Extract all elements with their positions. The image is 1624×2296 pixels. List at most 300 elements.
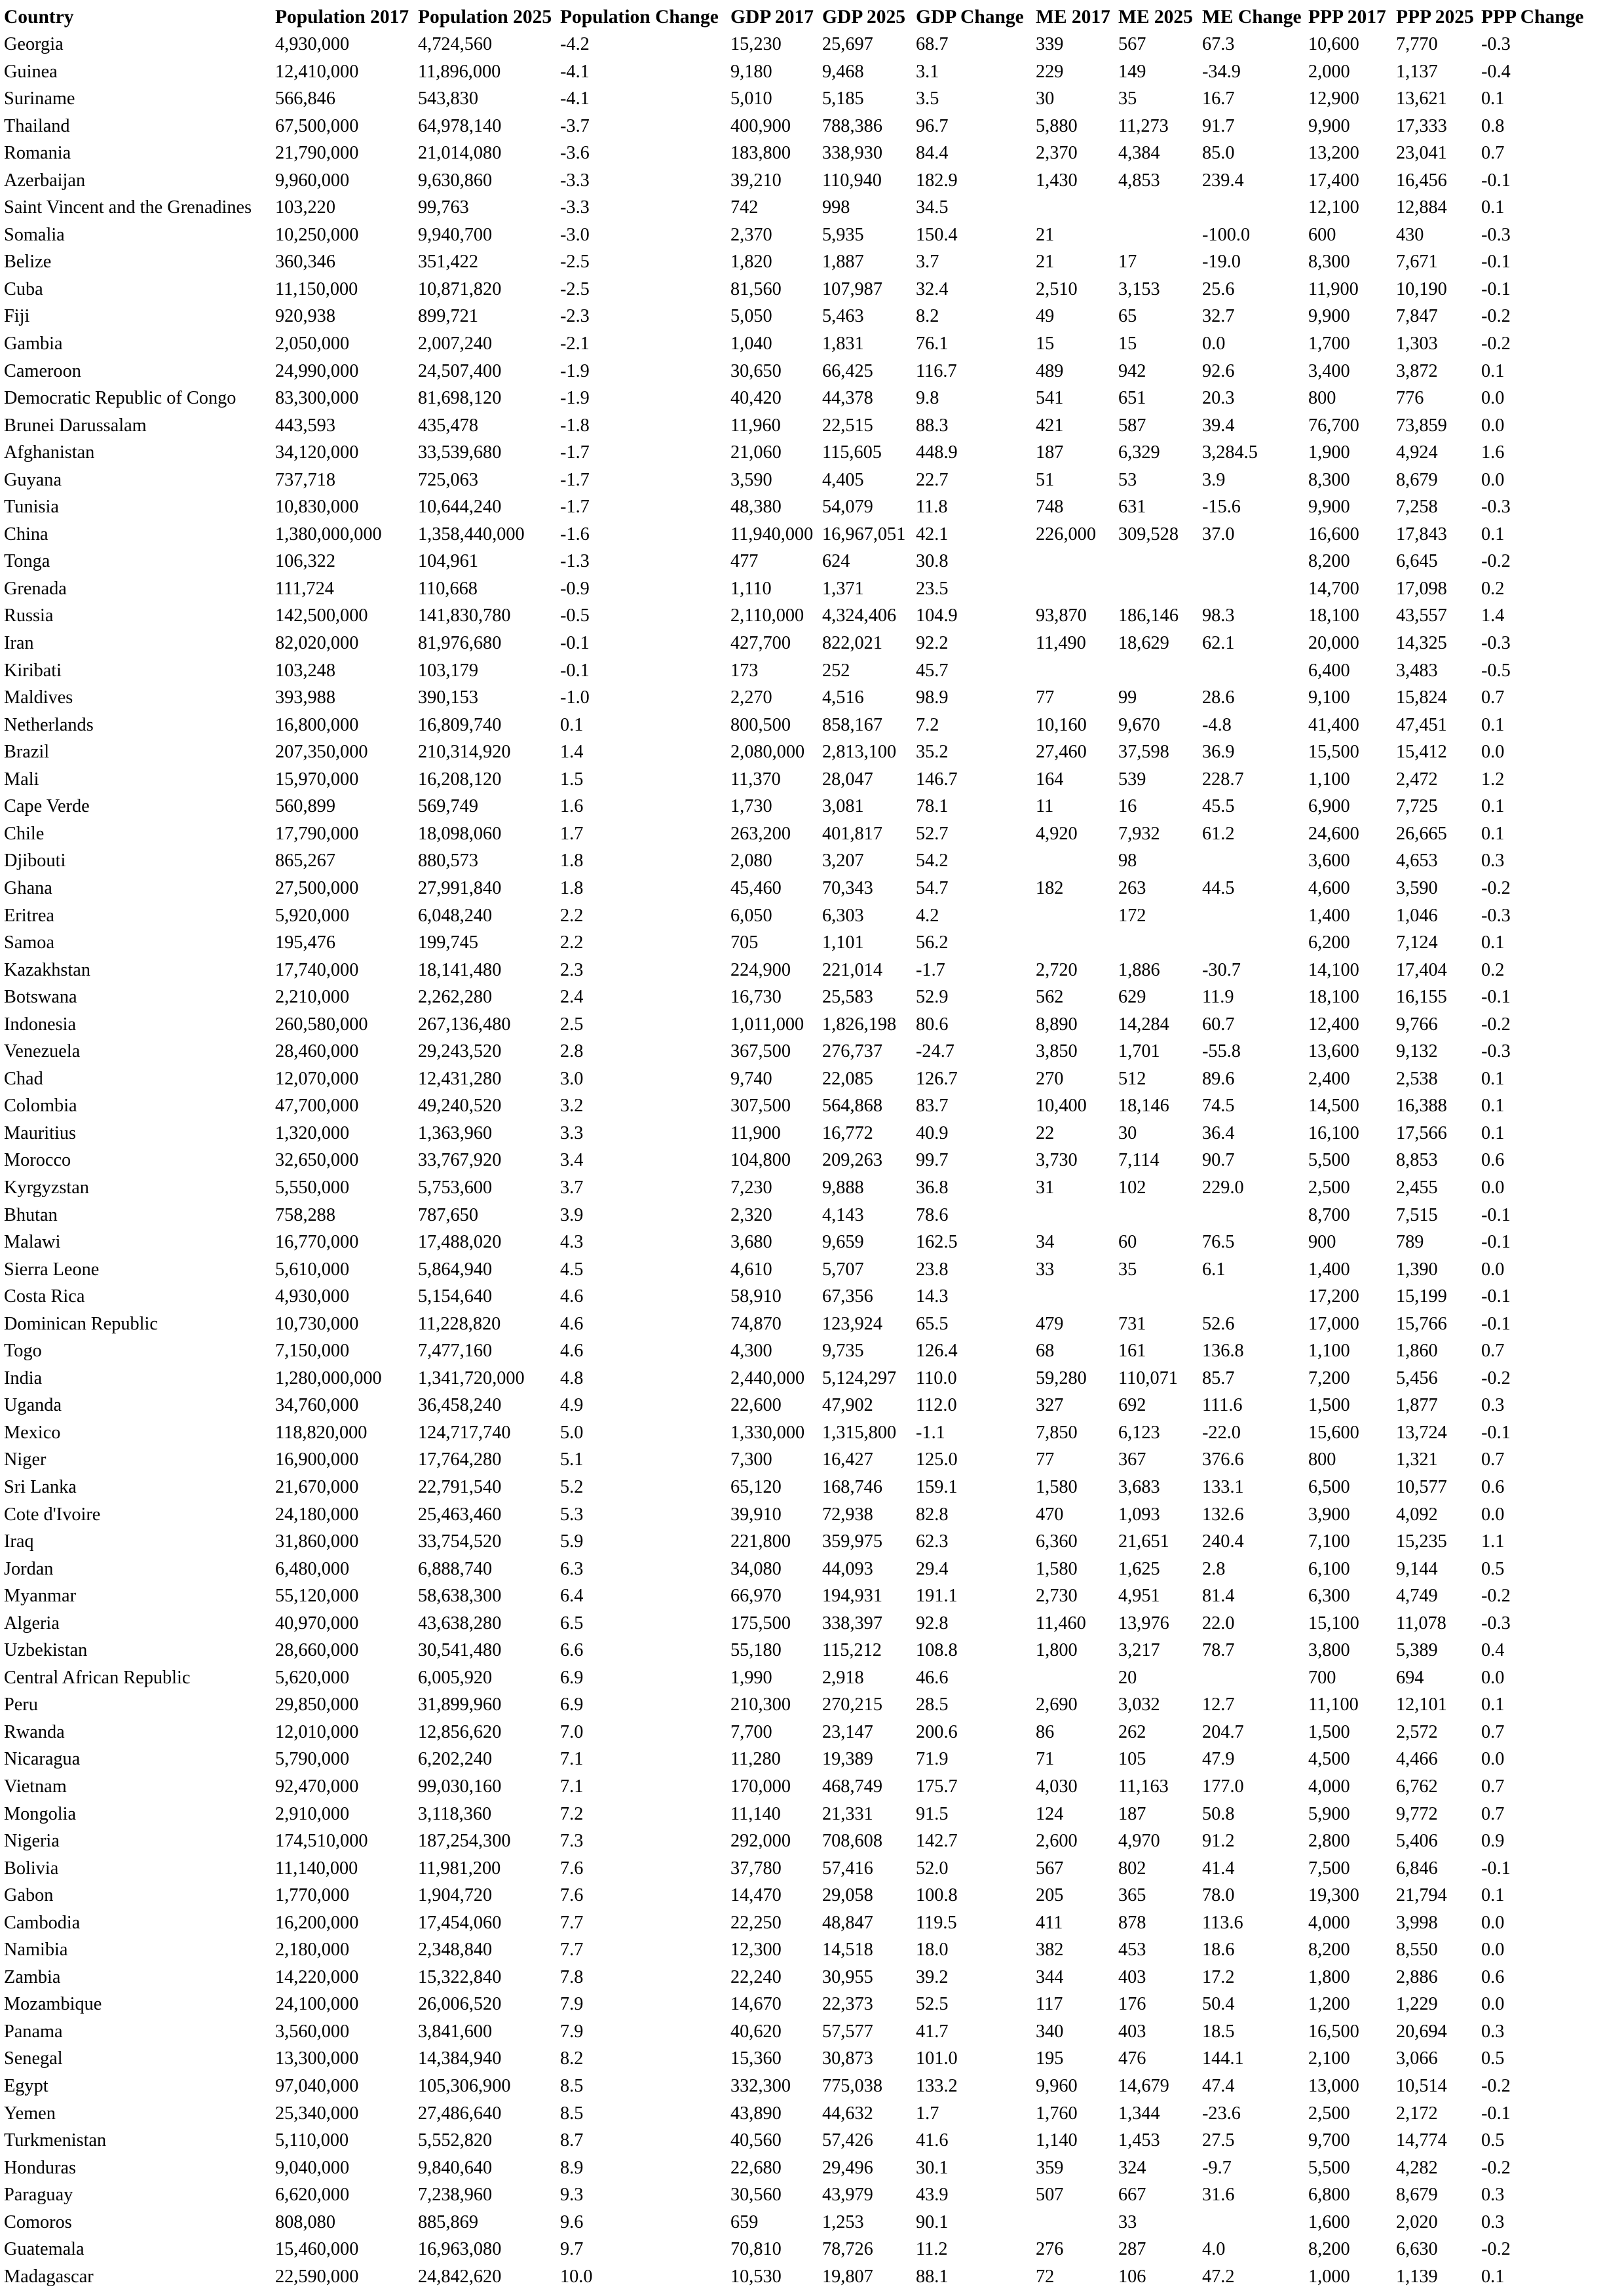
cell-ppp-2025: 17,098 (1396, 578, 1447, 599)
cell-gdp-2025: 9,468 (822, 61, 864, 82)
cell-me-change: -4.8 (1202, 714, 1232, 735)
table-row (3, 1011, 1609, 1039)
cell-ppp-2017: 14,100 (1308, 959, 1359, 980)
cell-country: Paraguay (4, 2185, 73, 2206)
cell-gdp-2025: 624 (822, 551, 850, 572)
cell-population-2025: 12,856,620 (418, 1721, 502, 1742)
cell-me-2025: 878 (1118, 1912, 1146, 1933)
cell-ppp-2025: 15,412 (1396, 742, 1447, 763)
cell-country: Thailand (4, 115, 70, 136)
cell-population-change: -0.1 (560, 660, 590, 681)
cell-me-2025: 11,273 (1118, 115, 1169, 136)
cell-country: Maldives (4, 687, 73, 708)
cell-gdp-change: 125.0 (916, 1449, 958, 1470)
cell-gdp-2025: 4,405 (822, 469, 864, 490)
cell-ppp-2025: 2,172 (1396, 2103, 1438, 2124)
cell-ppp-change: 0.2 (1481, 578, 1505, 599)
cell-gdp-2017: 307,500 (730, 1096, 791, 1117)
cell-country: Mali (4, 769, 39, 790)
cell-country: Uzbekistan (4, 1640, 88, 1661)
cell-me-2017: 421 (1036, 415, 1064, 436)
cell-country: Kyrgyzstan (4, 1177, 89, 1198)
cell-gdp-change: 28.5 (916, 1694, 949, 1715)
cell-population-2017: 1,380,000,000 (275, 524, 382, 545)
cell-gdp-2025: 19,807 (822, 2266, 873, 2287)
cell-ppp-2025: 73,859 (1396, 415, 1447, 436)
cell-population-change: -3.7 (560, 115, 590, 136)
table-row (3, 738, 1609, 766)
cell-country: Mongolia (4, 1803, 77, 1824)
cell-me-2025: 262 (1118, 1721, 1146, 1742)
cell-gdp-change: 92.8 (916, 1613, 949, 1634)
cell-ppp-2017: 8,300 (1308, 252, 1350, 273)
cell-population-2017: 5,920,000 (275, 905, 350, 926)
cell-ppp-2025: 7,847 (1396, 306, 1438, 327)
cell-gdp-change: 71.9 (916, 1749, 949, 1770)
cell-ppp-change: 0.1 (1481, 1096, 1505, 1117)
cell-population-change: 6.9 (560, 1667, 584, 1688)
cell-me-2025 (1117, 548, 1201, 575)
cell-ppp-2025: 20,694 (1396, 2021, 1447, 2042)
cell-me-2017: 93,870 (1036, 605, 1087, 626)
cell-me-2017: 339 (1036, 34, 1064, 54)
cell-ppp-change: -0.2 (1481, 2157, 1511, 2178)
cell-population-2025: 9,840,640 (418, 2157, 493, 2178)
cell-ppp-change: 0.0 (1481, 388, 1505, 409)
cell-population-2017: 16,200,000 (275, 1912, 359, 1933)
cell-ppp-change: 0.7 (1481, 1341, 1505, 1362)
cell-gdp-2017: 43,890 (730, 2103, 782, 2124)
cell-population-2017: 83,300,000 (275, 388, 359, 409)
cell-gdp-2025: 123,924 (822, 1313, 882, 1334)
cell-population-change: 1.5 (560, 769, 584, 790)
cell-ppp-2017: 1,100 (1308, 769, 1350, 790)
cell-country: Djibouti (4, 851, 66, 871)
cell-population-2025: 31,899,960 (418, 1694, 502, 1715)
cell-me-2025: 7,932 (1118, 823, 1160, 844)
cell-population-change: -1.6 (560, 524, 590, 545)
cell-ppp-change: 0.5 (1481, 1558, 1505, 1579)
cell-population-change: -1.9 (560, 360, 590, 381)
cell-population-2017: 758,288 (275, 1204, 335, 1225)
cell-me-2017: 187 (1036, 442, 1064, 463)
cell-ppp-2025: 13,621 (1396, 88, 1447, 109)
cell-gdp-2017: 221,800 (730, 1531, 791, 1552)
cell-gdp-change: 52.7 (916, 823, 949, 844)
cell-me-change: -100.0 (1202, 224, 1251, 245)
cell-gdp-change: 30.8 (916, 551, 949, 572)
cell-ppp-2025: 1,390 (1396, 1259, 1438, 1280)
cell-ppp-change: 0.3 (1481, 1395, 1505, 1416)
cell-gdp-2017: 66,970 (730, 1586, 782, 1607)
cell-me-2025 (1117, 575, 1201, 603)
cell-me-2017: 31 (1036, 1177, 1055, 1198)
cell-gdp-2025: 9,888 (822, 1177, 864, 1198)
cell-gdp-change: 126.4 (916, 1341, 958, 1362)
cell-population-2025: 6,202,240 (418, 1749, 493, 1770)
cell-gdp-2025: 401,817 (822, 823, 882, 844)
cell-ppp-2017: 800 (1308, 388, 1336, 409)
cell-me-2025: 15 (1118, 334, 1137, 354)
cell-me-2025: 18,146 (1118, 1096, 1169, 1117)
cell-ppp-2017: 9,900 (1308, 497, 1350, 518)
table-row (3, 1120, 1609, 1147)
cell-ppp-2025: 26,665 (1396, 823, 1447, 844)
cell-population-2025: 26,006,520 (418, 1994, 502, 2015)
cell-population-2017: 5,790,000 (275, 1749, 350, 1770)
cell-ppp-2025: 7,124 (1396, 932, 1438, 953)
table-row (3, 2018, 1609, 2046)
cell-population-2025: 11,981,200 (418, 1858, 501, 1879)
cell-gdp-2017: 427,700 (730, 633, 791, 654)
table-row (3, 1229, 1609, 1256)
cell-me-2025: 453 (1118, 1940, 1146, 1961)
cell-ppp-2017: 7,100 (1308, 1531, 1350, 1552)
cell-me-2017: 27,460 (1036, 742, 1087, 763)
table-row (3, 1964, 1609, 1991)
cell-population-2025: 103,179 (418, 660, 478, 681)
cell-population-change: 7.9 (560, 2021, 584, 2042)
table-row (3, 2181, 1609, 2209)
cell-ppp-2025: 12,101 (1396, 1694, 1447, 1715)
table-row (3, 1746, 1609, 1773)
cell-country: Ghana (4, 877, 52, 898)
cell-me-change: 52.6 (1202, 1313, 1235, 1334)
cell-ppp-2017: 14,500 (1308, 1096, 1359, 1117)
cell-ppp-change: -0.1 (1481, 1232, 1511, 1253)
cell-gdp-change: 43.9 (916, 2185, 949, 2206)
table-row (3, 548, 1609, 575)
cell-population-2017: 10,830,000 (275, 497, 359, 518)
cell-country: Madagascar (4, 2266, 94, 2287)
cell-population-2017: 29,850,000 (275, 1694, 359, 1715)
cell-me-change (1201, 902, 1307, 930)
cell-me-2025: 802 (1118, 1858, 1146, 1879)
cell-gdp-2025: 28,047 (822, 769, 873, 790)
cell-gdp-2025: 775,038 (822, 2076, 882, 2097)
cell-gdp-2025: 107,987 (822, 278, 882, 299)
cell-me-2017: 2,600 (1036, 1831, 1078, 1852)
cell-population-change: -1.0 (560, 687, 590, 708)
cell-me-2017: 344 (1036, 1966, 1064, 1987)
cell-population-2017: 24,990,000 (275, 360, 359, 381)
table-row (3, 1419, 1609, 1447)
cell-population-2025: 24,842,620 (418, 2266, 502, 2287)
table-row (3, 140, 1609, 167)
cell-me-2025: 53 (1118, 469, 1137, 490)
cell-ppp-2017: 2,500 (1308, 1177, 1350, 1198)
cell-gdp-change: 83.7 (916, 1096, 949, 1117)
cell-me-change (1201, 194, 1307, 221)
cell-country: Jordan (4, 1558, 54, 1579)
cell-ppp-2017: 10,600 (1308, 34, 1359, 54)
cell-gdp-change: 40.9 (916, 1122, 949, 1143)
cell-population-2017: 9,040,000 (275, 2157, 350, 2178)
cell-gdp-2017: 7,300 (730, 1449, 772, 1470)
cell-ppp-change: 0.1 (1481, 88, 1505, 109)
cell-gdp-2025: 1,826,198 (822, 1014, 897, 1035)
cell-country: Yemen (4, 2103, 56, 2124)
cell-population-change: 1.6 (560, 796, 584, 817)
cell-population-2017: 82,020,000 (275, 633, 359, 654)
cell-population-2017: 31,860,000 (275, 1531, 359, 1552)
cell-ppp-change: 0.1 (1481, 823, 1505, 844)
cell-country: Myanmar (4, 1586, 77, 1607)
cell-country: Kazakhstan (4, 959, 90, 980)
cell-gdp-change: 41.7 (916, 2021, 949, 2042)
cell-me-2025: 60 (1118, 1232, 1137, 1253)
cell-population-change: 7.1 (560, 1776, 584, 1797)
table-row (3, 521, 1609, 548)
cell-me-change: 229.0 (1202, 1177, 1244, 1198)
table-row (3, 657, 1609, 685)
cell-me-2017: 411 (1036, 1912, 1063, 1933)
table-row (3, 1582, 1609, 1610)
cell-gdp-2025: 168,746 (822, 1476, 882, 1497)
cell-me-change: 36.4 (1202, 1122, 1235, 1143)
cell-ppp-change: 0.1 (1481, 524, 1505, 545)
cell-gdp-2017: 15,230 (730, 34, 782, 54)
cell-me-change: 62.1 (1202, 633, 1235, 654)
table-row (3, 1855, 1609, 1883)
cell-ppp-2017: 16,500 (1308, 2021, 1359, 2042)
cell-me-change: 74.5 (1202, 1096, 1235, 1117)
cell-ppp-2017: 2,100 (1308, 2048, 1350, 2069)
cell-gdp-2017: 175,500 (730, 1613, 791, 1634)
cell-gdp-change: 84.4 (916, 143, 949, 164)
cell-me-change: 37.0 (1202, 524, 1235, 545)
cell-gdp-2025: 564,868 (822, 1096, 882, 1117)
cell-ppp-2025: 3,483 (1396, 660, 1438, 681)
cell-country: Nigeria (4, 1831, 60, 1852)
cell-population-change: 4.6 (560, 1313, 584, 1334)
cell-ppp-2025: 16,388 (1396, 1096, 1447, 1117)
cell-gdp-change: -24.7 (916, 1041, 954, 1062)
cell-gdp-change: 96.7 (916, 115, 949, 136)
cell-me-2025: 692 (1118, 1395, 1146, 1416)
cell-population-2017: 207,350,000 (275, 742, 368, 763)
table-row (3, 1556, 1609, 1583)
cell-me-change: 133.1 (1202, 1476, 1244, 1497)
cell-me-2025: 7,114 (1118, 1150, 1160, 1171)
table-row (3, 330, 1609, 358)
cell-gdp-2025: 57,426 (822, 2130, 873, 2151)
cell-me-2017 (1034, 548, 1117, 575)
cell-country: Iran (4, 633, 34, 654)
cell-ppp-2025: 694 (1396, 1667, 1424, 1688)
cell-gdp-2017: 30,560 (730, 2185, 782, 2206)
cell-me-2017 (1034, 194, 1117, 221)
cell-ppp-2017: 6,100 (1308, 1558, 1350, 1579)
cell-population-2017: 808,080 (275, 2211, 335, 2232)
cell-gdp-2025: 788,386 (822, 115, 882, 136)
cell-gdp-2025: 19,389 (822, 1749, 873, 1770)
cell-me-2025: 567 (1118, 34, 1146, 54)
cell-gdp-2017: 2,270 (730, 687, 772, 708)
cell-ppp-2017: 7,200 (1308, 1368, 1350, 1388)
cell-ppp-2017: 1,500 (1308, 1721, 1350, 1742)
cell-gdp-change: 100.8 (916, 1885, 958, 1906)
cell-gdp-change: 11.8 (916, 497, 948, 518)
cell-ppp-2025: 7,725 (1396, 796, 1438, 817)
cell-me-2017: 1,140 (1036, 2130, 1078, 2151)
cell-ppp-2025: 4,282 (1396, 2157, 1438, 2178)
cell-me-change: 12.7 (1202, 1694, 1235, 1715)
cell-ppp-2017: 13,200 (1308, 143, 1359, 164)
cell-me-2017 (1034, 847, 1117, 875)
cell-ppp-2025: 16,456 (1396, 170, 1447, 191)
cell-gdp-2017: 2,370 (730, 224, 772, 245)
cell-me-2017: 71 (1036, 1749, 1055, 1770)
cell-me-2017: 77 (1036, 687, 1055, 708)
cell-me-2017: 6,360 (1036, 1531, 1078, 1552)
cell-ppp-2017: 6,500 (1308, 1476, 1350, 1497)
cell-gdp-2017: 104,800 (730, 1150, 791, 1171)
cell-population-2017: 920,938 (275, 306, 335, 327)
cell-ppp-2017: 1,000 (1308, 2266, 1350, 2287)
cell-population-2017: 15,970,000 (275, 769, 359, 790)
cell-ppp-change: -0.1 (1481, 2103, 1511, 2124)
cell-me-change (1201, 929, 1307, 957)
cell-ppp-2025: 1,229 (1396, 1994, 1438, 2015)
table-row (3, 1664, 1609, 1692)
cell-ppp-change: 0.1 (1481, 714, 1505, 735)
cell-me-2017: 117 (1036, 1994, 1063, 2015)
cell-ppp-change: 0.1 (1481, 796, 1505, 817)
cell-me-change: 85.0 (1202, 143, 1235, 164)
cell-ppp-change: 1.2 (1481, 769, 1505, 790)
cell-country: Cambodia (4, 1912, 81, 1933)
cell-ppp-2025: 4,749 (1396, 1586, 1438, 1607)
table-row (3, 1501, 1609, 1529)
cell-ppp-2017: 8,200 (1308, 551, 1350, 572)
cell-gdp-2025: 3,081 (822, 796, 864, 817)
table-row (3, 85, 1609, 113)
cell-me-2025: 309,528 (1118, 524, 1179, 545)
cell-ppp-2017: 800 (1308, 1449, 1336, 1470)
cell-country: Morocco (4, 1150, 71, 1171)
cell-me-2017: 359 (1036, 2157, 1064, 2178)
cell-gdp-2025: 57,416 (822, 1858, 873, 1879)
cell-population-2025: 49,240,520 (418, 1096, 502, 1117)
cell-gdp-2017: 5,050 (730, 306, 772, 327)
cell-ppp-2025: 17,333 (1396, 115, 1447, 136)
cell-population-change: 5.3 (560, 1504, 584, 1525)
cell-gdp-change: 101.0 (916, 2048, 958, 2069)
cell-gdp-change: 29.4 (916, 1558, 949, 1579)
cell-population-change: 3.7 (560, 1177, 584, 1198)
cell-population-change: -4.1 (560, 61, 590, 82)
cell-population-change: 2.8 (560, 1041, 584, 1062)
cell-gdp-change: 4.2 (916, 905, 939, 926)
cell-population-2025: 5,864,940 (418, 1259, 493, 1280)
cell-population-2017: 360,346 (275, 252, 335, 273)
cell-gdp-2017: 7,230 (730, 1177, 772, 1198)
cell-ppp-2017: 12,100 (1308, 197, 1359, 218)
cell-country: Fiji (4, 306, 30, 327)
cell-population-change: 8.7 (560, 2130, 584, 2151)
cell-ppp-change: -0.3 (1481, 905, 1511, 926)
cell-ppp-2017: 600 (1308, 224, 1336, 245)
cell-ppp-change: 0.0 (1481, 469, 1505, 490)
cell-gdp-2025: 822,021 (822, 633, 882, 654)
cell-me-change: 111.6 (1202, 1395, 1243, 1416)
cell-gdp-2017: 292,000 (730, 1831, 791, 1852)
cell-ppp-change: -0.2 (1481, 306, 1511, 327)
cell-me-change: -19.0 (1202, 252, 1241, 273)
cell-country: Bhutan (4, 1204, 58, 1225)
cell-gdp-change: 36.8 (916, 1177, 949, 1198)
cell-gdp-change: 18.0 (916, 1940, 949, 1961)
cell-me-2017: 10,160 (1036, 714, 1087, 735)
cell-population-2025: 569,749 (418, 796, 478, 817)
cell-population-2017: 5,110,000 (275, 2130, 349, 2151)
table-row (3, 385, 1609, 412)
country-statistics-table (3, 4, 1609, 2290)
cell-gdp-change: 8.2 (916, 306, 939, 327)
cell-gdp-change: 159.1 (916, 1476, 958, 1497)
cell-country: Russia (4, 605, 54, 626)
table-row (3, 1283, 1609, 1311)
column-header-population-change: Population Change (560, 7, 719, 28)
cell-gdp-2017: 22,600 (730, 1395, 782, 1416)
cell-gdp-2025: 66,425 (822, 360, 873, 381)
cell-population-2017: 195,476 (275, 932, 335, 953)
cell-me-2025 (1117, 221, 1201, 249)
table-row (3, 684, 1609, 712)
cell-population-2025: 2,007,240 (418, 334, 493, 354)
cell-population-2017: 13,300,000 (275, 2048, 359, 2069)
cell-population-2017: 10,730,000 (275, 1313, 359, 1334)
cell-me-2025: 18,629 (1118, 633, 1169, 654)
cell-population-change: 7.7 (560, 1912, 584, 1933)
cell-population-2025: 12,431,280 (418, 1068, 502, 1089)
cell-population-2017: 24,180,000 (275, 1504, 359, 1525)
cell-me-2025: 186,146 (1118, 605, 1179, 626)
cell-country: Sierra Leone (4, 1259, 100, 1280)
cell-me-2017: 86 (1036, 1721, 1055, 1742)
cell-me-2017: 59,280 (1036, 1368, 1087, 1388)
cell-ppp-2025: 6,846 (1396, 1858, 1438, 1879)
cell-me-2025: 651 (1118, 388, 1146, 409)
cell-me-2025: 1,625 (1118, 1558, 1160, 1579)
cell-ppp-2017: 8,700 (1308, 1204, 1350, 1225)
cell-gdp-2025: 29,496 (822, 2157, 873, 2178)
cell-ppp-change: 0.0 (1481, 1667, 1505, 1688)
cell-me-2025: 4,970 (1118, 1831, 1160, 1852)
cell-me-2025: 16 (1118, 796, 1137, 817)
cell-me-2025: 3,032 (1118, 1694, 1160, 1715)
cell-me-change: -34.9 (1202, 61, 1241, 82)
table-row (3, 58, 1609, 86)
cell-gdp-2017: 4,610 (730, 1259, 772, 1280)
cell-me-change: 91.7 (1202, 115, 1235, 136)
table-row (3, 221, 1609, 249)
table-row (3, 712, 1609, 739)
cell-me-2025: 6,329 (1118, 442, 1160, 463)
cell-ppp-change: -0.3 (1481, 224, 1511, 245)
cell-country: Democratic Republic of Congo (4, 388, 236, 409)
cell-me-2017: 4,920 (1036, 823, 1078, 844)
cell-ppp-2017: 3,800 (1308, 1640, 1350, 1661)
cell-me-change: 44.5 (1202, 877, 1235, 898)
cell-population-2017: 111,724 (275, 578, 334, 599)
table-row (3, 630, 1609, 657)
cell-me-change (1201, 657, 1307, 685)
cell-ppp-2017: 11,100 (1308, 1694, 1359, 1715)
cell-gdp-2017: 30,650 (730, 360, 782, 381)
cell-me-2025: 367 (1118, 1449, 1146, 1470)
